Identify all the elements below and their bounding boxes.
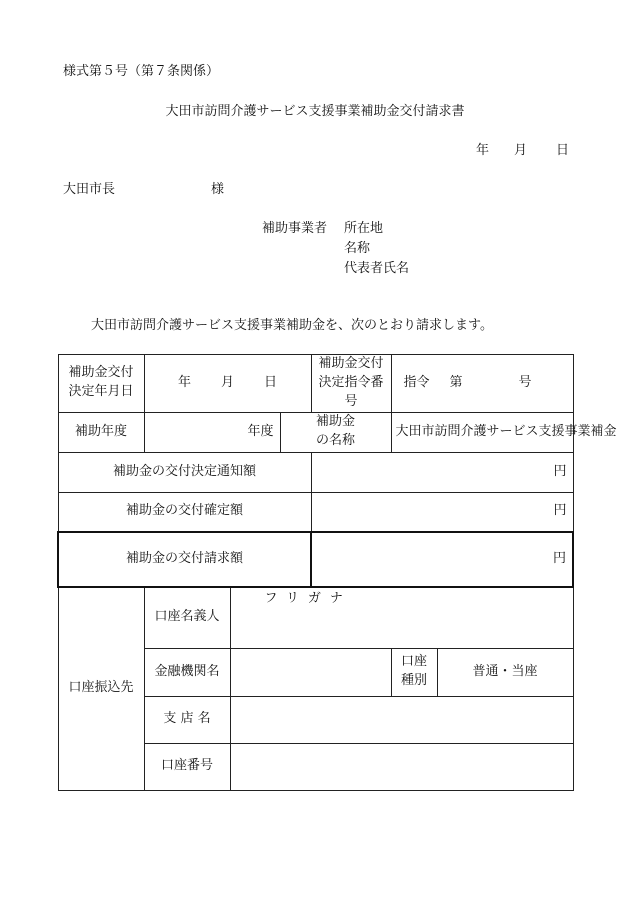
account-number-label: 口座番号 <box>144 743 230 790</box>
account-number-field[interactable] <box>230 743 573 790</box>
bank-transfer-label: 口座振込先 <box>58 587 144 790</box>
date-year-label: 年 <box>476 143 490 158</box>
applicant-name-label: 名称 <box>344 241 371 256</box>
decision-date-label: 補助金交付 決定年月日 <box>58 355 144 413</box>
decision-date-field[interactable]: 年 月 日 <box>144 355 311 413</box>
applicant-fields <box>344 221 409 281</box>
furigana-label: フリガナ <box>264 591 352 607</box>
decision-order-label: 補助金交付 決定指令番号 <box>311 355 391 413</box>
document-title: 大田市訪問介護サービス支援事業補助金交付請求書 <box>165 104 465 119</box>
intro-text: 大田市訪問介護サービス支援事業補助金を、次のとおり請求します。 <box>91 318 493 333</box>
notified-amount-field[interactable]: 円 <box>311 452 573 492</box>
institution-field[interactable] <box>230 648 391 696</box>
decision-order-number-field[interactable]: 指令 第 号 <box>391 355 573 413</box>
applicant-block <box>262 221 410 276</box>
account-holder-field[interactable] <box>230 587 573 648</box>
addressee <box>63 182 225 198</box>
form-number: 様式第５号（第７条関係） <box>63 64 220 79</box>
confirmed-amount-label: 補助金の交付確定額 <box>58 492 311 532</box>
fiscal-year-label: 補助年度 <box>58 412 144 452</box>
requested-amount-field[interactable]: 円 <box>311 532 573 587</box>
date-day-label: 日 <box>556 143 570 158</box>
applicant-label: 補助事業者 <box>262 221 328 236</box>
requested-amount-label: 補助金の交付請求額 <box>58 532 311 587</box>
account-holder-row <box>58 587 573 648</box>
requested-amount-row <box>58 532 573 587</box>
notified-amount-label: 補助金の交付決定通知額 <box>58 452 311 492</box>
confirmed-amount-row <box>58 492 573 532</box>
addressee-name: 大田市長 <box>63 182 116 197</box>
date-month-label: 月 <box>514 143 528 158</box>
applicant-representative-label: 代表者氏名 <box>344 261 410 276</box>
institution-label: 金融機関名 <box>144 648 230 696</box>
account-type-label: 口座 種別 <box>391 648 437 696</box>
request-form-table <box>57 354 617 791</box>
confirmed-amount-field[interactable]: 円 <box>311 492 573 532</box>
notified-amount-row <box>58 452 573 492</box>
subsidy-name-label: 補助金 の名称 <box>280 412 391 452</box>
account-type-value[interactable]: 普通・当座 <box>437 648 573 696</box>
subsidy-name-value: 大田市訪問介護サービス支援事業補金 <box>391 412 573 452</box>
fiscal-year-field[interactable]: 年度 <box>144 412 280 452</box>
branch-label: 支 店 名 <box>144 696 230 743</box>
fiscal-year-row <box>58 412 573 452</box>
account-holder-label: 口座名義人 <box>144 587 230 648</box>
addressee-honorific: 様 <box>211 182 225 197</box>
branch-field[interactable] <box>230 696 573 743</box>
applicant-address-label: 所在地 <box>344 221 384 236</box>
decision-row <box>58 355 573 413</box>
